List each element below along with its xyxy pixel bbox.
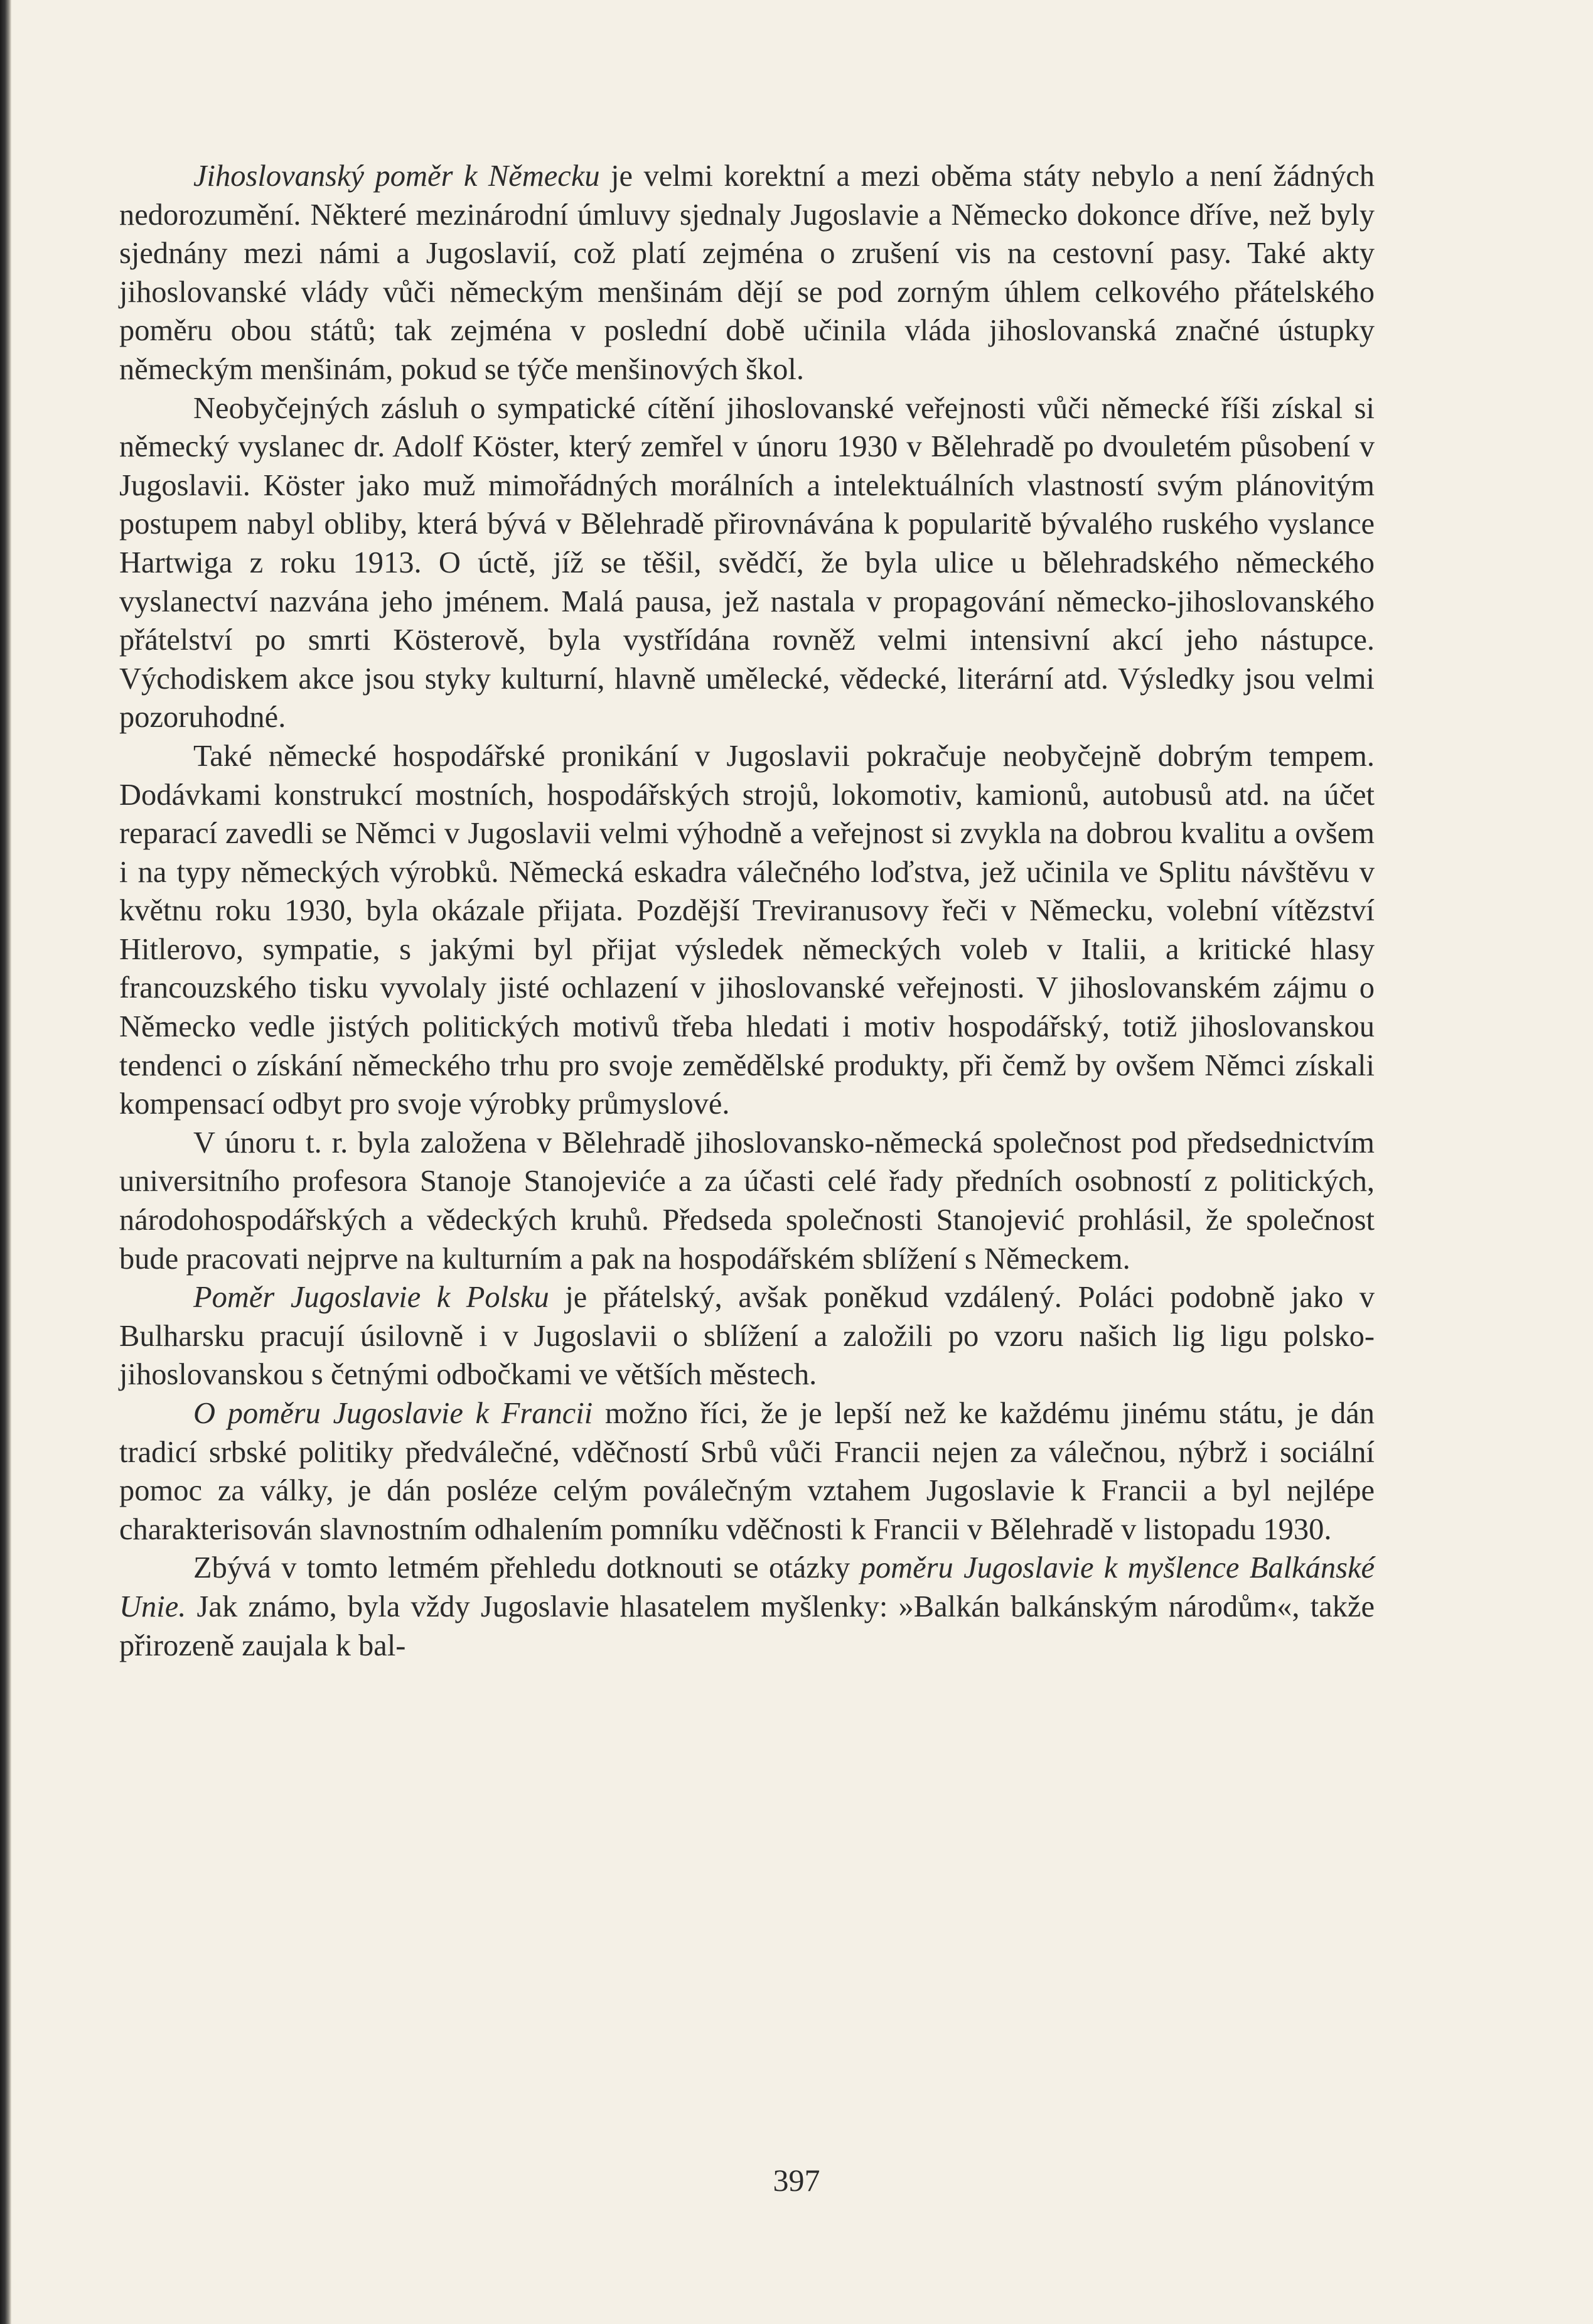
paragraph-lead-italic: Jihoslovanský poměr k Německu bbox=[193, 159, 600, 193]
paragraph-text: je přátelský, avšak poněkud vzdálený. Poláci podobně jako v Bulharsku pracují úsilovně i v Jugoslavii o sblížení a založili po vzoru našich lig ligu polsko-jihoslovanskou s četnými odbočkami ve větších městech. bbox=[119, 1281, 1375, 1392]
paragraph-balkan-union bbox=[119, 1549, 1375, 1665]
paragraph-text: Také německé hospodářské pronikání v Jugoslavii pokračuje neobyčejně dobrým tempem. Dodávkami konstrukcí mostních, hospodářských strojů, lokomotiv, kamionů, autobusů atd. na účet reparací zavedli se Němci v Jugoslavii velmi výhodně a veřejnost si zvykla na dobrou kvalitu a ovšem i na typy německých výrobků. Německá eskadra válečného loďstva, jež učinila ve Splitu návštěvu v květnu roku 1930, byla okázale přijata. Pozdější Treviranusovy řeči v Německu, volební vítězství Hitlerovo, sympatie, s jakými byl přijat výsledek německých voleb v Italii, a kritické hlasy francouzského tisku vyvolaly jisté ochlazení v jihoslovanské veřejnosti. V jihoslovanském zájmu o Německo vedle jistých politických motivů třeba hledati i motiv hospodářský, totiž jihoslovanskou tendenci o získání německého trhu pro svoje zemědělské produkty, při čemž by ovšem Němci získali kompensací odbyt pro svoje výrobky průmyslové. bbox=[119, 739, 1375, 1121]
paragraph-lead-italic: poměru Jugoslavie k myšlence Balkánské Unie. bbox=[119, 1551, 1375, 1623]
paragraph-france bbox=[119, 1394, 1375, 1549]
page-number: 397 bbox=[773, 2163, 820, 2198]
paragraph-poland bbox=[119, 1278, 1375, 1394]
paragraph-lead-italic: O poměru Jugoslavie k Francii bbox=[193, 1397, 593, 1430]
paragraph-text: Jak známo, byla vždy Jugoslavie hlasatelem myšlenky: »Balkán balkánským národům«, takže přirozeně zaujala k bal- bbox=[119, 1590, 1375, 1662]
book-binding-edge bbox=[0, 0, 11, 2324]
paragraph-text: možno říci, že je lepší než ke každému jinému státu, je dán tradicí srbské politiky předválečné, vděčností Srbů vůči Francii nejen za válečnou, nýbrž i sociální pomoc za války, je dán posléze celým poválečným vztahem Jugoslavie k Francii a byl nejlépe charakterisován slavnostním odhalením pomníku vděčnosti k Francii v Bělehradě v listopadu 1930. bbox=[119, 1397, 1375, 1546]
paragraph-text: V únoru t. r. byla založena v Bělehradě jihoslovansko-německá společnost pod předsednictvím universitního profesora Stanoje Stanojeviće a za účasti celé řady předních osobností z politických, národohospodářských a vědeckých kruhů. Předseda společnosti Stanojević prohlásil, že společnost bude pracovati nejprve na kulturním a pak na hospodářském sblížení s Německem. bbox=[119, 1126, 1375, 1276]
body-text bbox=[119, 157, 1375, 1665]
paragraph-koster bbox=[119, 389, 1375, 737]
paragraph-society bbox=[119, 1124, 1375, 1278]
paragraph-lead-italic: Poměr Jugoslavie k Polsku bbox=[193, 1281, 549, 1315]
paragraph-text: Neobyčejných zásluh o sympatické cítění jihoslovanské veřejnosti vůči německé říši získal si německý vyslanec dr. Adolf Köster, který zemřel v únoru 1930 v Bělehradě po dvouletém působení v Jugoslavii. Köster jako muž mimořádných morálních a intelektuálních vlastností svým plánovitým postupem nabyl obliby, která bývá v Bělehradě přirovnávána k popularitě bývalého ruského vyslance Hartwiga z roku 1913. O úctě, jíž se těšil, svědčí, že byla ulice u bělehradského německého vyslanectví nazvána jeho jménem. Malá pausa, jež nastala v propagování německo-jihoslovanského přátelství po smrti Kösterově, byla vystřídána rovněž velmi intensivní akcí jeho nástupce. Východiskem akce jsou styky kulturní, hlavně umělecké, vědecké, literární atd. Výsledky jsou velmi pozoruhodné. bbox=[119, 391, 1375, 734]
paragraph-germany bbox=[119, 157, 1375, 389]
paragraph-economic bbox=[119, 737, 1375, 1124]
paragraph-text-pre: Zbývá v tomto letmém přehledu dotknouti se otázky bbox=[193, 1551, 861, 1585]
paragraph-text: je velmi korektní a mezi oběma státy nebylo a není žádných nedorozumění. Některé mezinárodní úmluvy sjednaly Jugoslavie a Německo dokonce dříve, než byly sjednány mezi námi a Jugoslavií, což platí zejména o zrušení vis na cestovní pasy. Také akty jihoslovanské vlády vůči německým menšinám dějí se pod zorným úhlem celkového přátelského poměru obou států; tak zejména v poslední době učinila vláda jihoslovanská značné ústupky německým menšinám, pokud se týče menšinových škol. bbox=[119, 159, 1375, 386]
